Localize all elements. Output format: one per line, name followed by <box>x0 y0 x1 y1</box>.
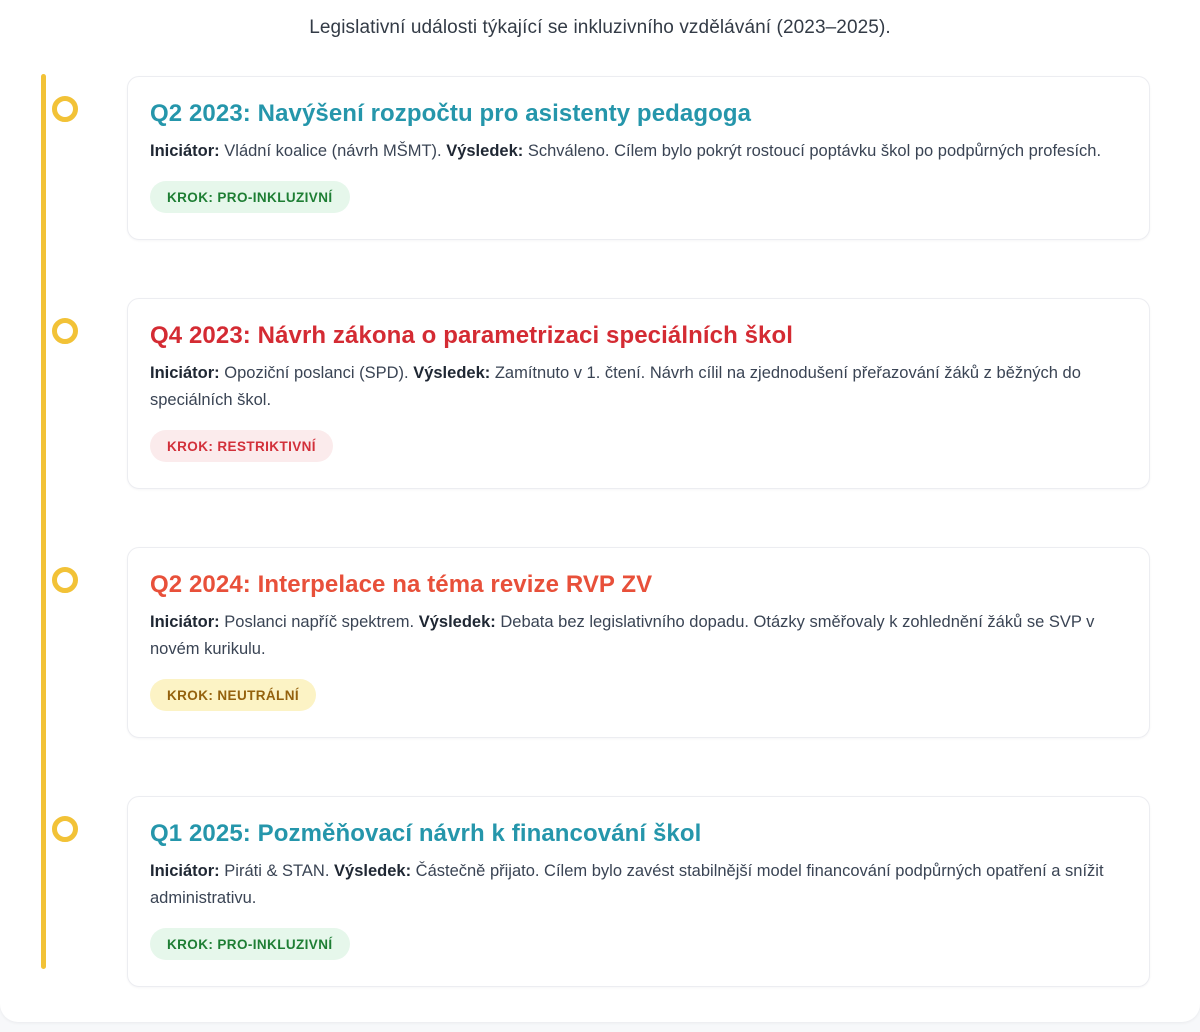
step-badge <box>150 181 350 213</box>
badge-value: RESTRIKTIVNÍ <box>217 439 316 454</box>
timeline-event <box>127 796 1150 987</box>
timeline-event <box>127 547 1150 738</box>
result-label: Výsledek: <box>418 613 496 631</box>
timeline-event <box>127 76 1150 240</box>
event-title: Q4 2023: Návrh zákona o parametrizaci speciálních škol <box>150 322 794 349</box>
initiator-label: Iniciátor: <box>150 142 220 160</box>
initiator-text: Opoziční poslanci (SPD). <box>224 364 409 382</box>
timeline <box>127 76 1150 987</box>
event-card <box>127 796 1150 987</box>
result-text: Částečně přijato. Cílem bylo zavést stabilnější model financování podpůrných opatření a snížit administrativu. <box>150 862 1104 907</box>
initiator-text: Piráti & STAN. <box>224 862 330 880</box>
initiator-text: Poslanci napříč spektrem. <box>224 613 415 631</box>
timeline-marker-icon <box>52 318 78 344</box>
timeline-line <box>41 74 46 969</box>
badge-label: KROK: <box>167 190 214 205</box>
result-label: Výsledek: <box>413 364 491 382</box>
event-description <box>150 138 1123 165</box>
badge-value: NEUTRÁLNÍ <box>217 688 300 703</box>
result-text: Debata bez legislativního dopadu. Otázky směřovaly k zohlednění žáků se SVP v novém kurikulu. <box>150 613 1095 658</box>
result-text: Zamítnuto v 1. čtení. Návrh cílil na zjednodušení přeřazování žáků z běžných do speciálních škol. <box>150 364 1081 409</box>
badge-label: KROK: <box>167 439 214 454</box>
event-description <box>150 360 1123 414</box>
event-description <box>150 609 1123 663</box>
initiator-label: Iniciátor: <box>150 613 220 631</box>
result-label: Výsledek: <box>334 862 412 880</box>
event-title: Q2 2023: Navýšení rozpočtu pro asistenty pedagoga <box>150 100 752 127</box>
timeline-marker-icon <box>52 567 78 593</box>
timeline-marker-icon <box>52 816 78 842</box>
step-badge <box>150 679 316 711</box>
initiator-label: Iniciátor: <box>150 364 220 382</box>
event-card <box>127 76 1150 240</box>
badge-value: PRO-INKLUZIVNÍ <box>217 937 333 952</box>
badge-label: KROK: <box>167 937 214 952</box>
step-badge <box>150 928 350 960</box>
page-title: Legislativní události týkající se inkluzivního vzdělávání (2023–2025). <box>309 17 891 38</box>
event-card <box>127 547 1150 738</box>
event-title: Q1 2025: Pozměňovací návrh k financování škol <box>150 820 702 847</box>
badge-label: KROK: <box>167 688 214 703</box>
timeline-event <box>127 298 1150 489</box>
result-text: Schváleno. Cílem bylo pokrýt rostoucí poptávku škol po podpůrných profesích. <box>527 142 1102 160</box>
event-card <box>127 298 1150 489</box>
event-description <box>150 858 1123 912</box>
initiator-label: Iniciátor: <box>150 862 220 880</box>
timeline-marker-icon <box>52 96 78 122</box>
badge-value: PRO-INKLUZIVNÍ <box>217 190 333 205</box>
step-badge <box>150 430 333 462</box>
event-title: Q2 2024: Interpelace na téma revize RVP ZV <box>150 571 653 598</box>
result-label: Výsledek: <box>446 142 524 160</box>
initiator-text: Vládní koalice (návrh MŠMT). <box>224 142 442 160</box>
